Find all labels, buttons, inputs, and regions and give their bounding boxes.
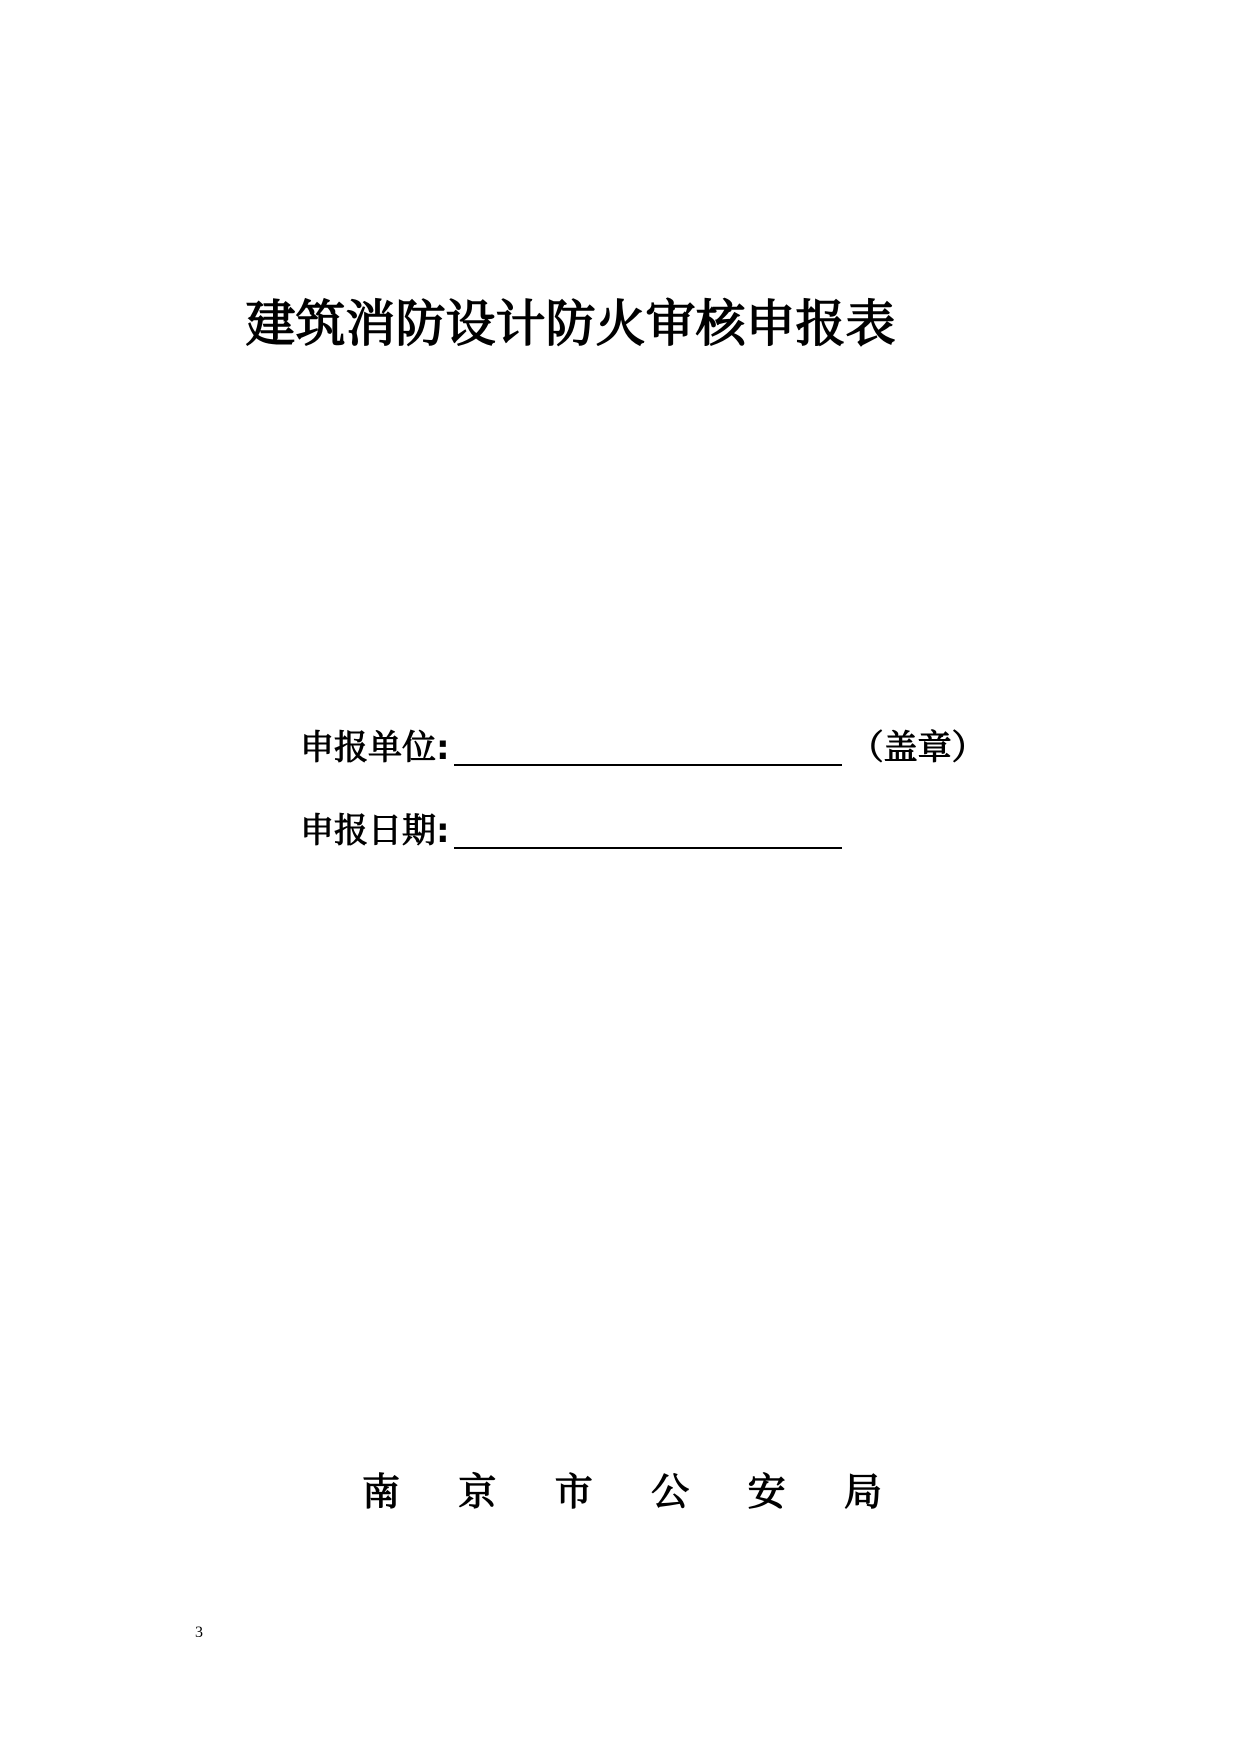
seal-note: （盖章） [849, 728, 986, 768]
application-date-field [300, 803, 842, 853]
page-title: 建筑消防设计防火审核申报表 [245, 295, 896, 353]
authority-char: 市 [554, 1469, 593, 1514]
applicant-unit-label: 申报单位 [300, 728, 436, 768]
authority-char: 京 [458, 1469, 497, 1514]
page-number: 3 [195, 1624, 203, 1641]
authority-char: 南 [362, 1469, 401, 1514]
authority-char: 公 [651, 1469, 690, 1514]
issuing-authority [362, 1467, 882, 1517]
application-date-blank[interactable] [454, 803, 842, 849]
application-date-label: 申报日期 [300, 811, 436, 851]
authority-char: 安 [747, 1469, 786, 1514]
applicant-unit-field [300, 720, 986, 770]
applicant-unit-blank[interactable] [454, 720, 842, 766]
applicant-unit-colon: : [436, 728, 450, 768]
application-date-colon: : [436, 811, 450, 851]
authority-char: 局 [843, 1469, 882, 1514]
